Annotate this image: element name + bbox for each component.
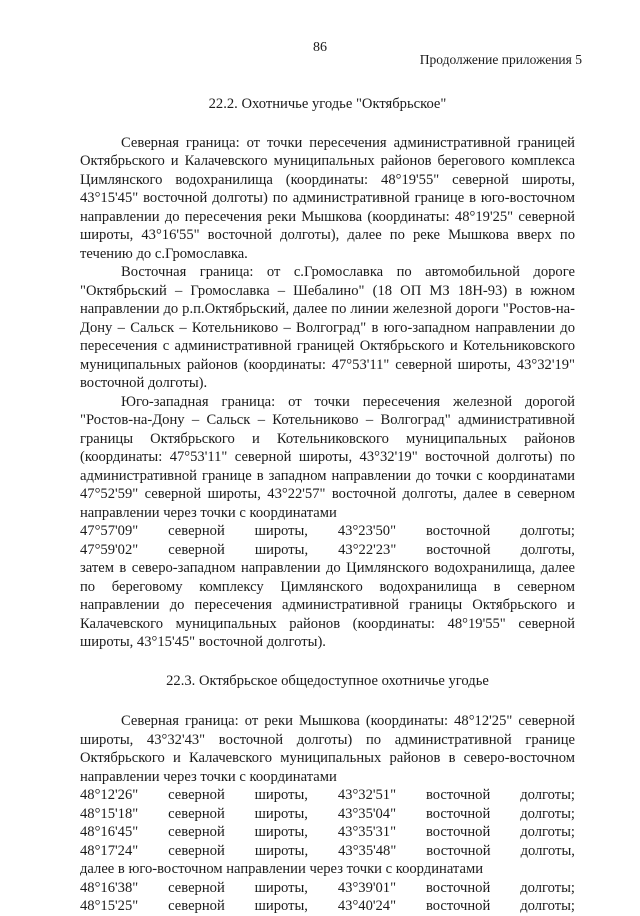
coordinate-cell: 48°16'38" <box>80 879 139 896</box>
coordinate-cell: 48°16'45" <box>80 824 139 840</box>
coordinate-cell: восточной <box>425 523 491 539</box>
coordinate-cell: восточной <box>426 842 491 859</box>
appendix-note: Продолжение приложения 5 <box>419 52 582 67</box>
coordinate-cell: 48°15'25" <box>80 898 139 914</box>
coordinate-row <box>80 805 575 824</box>
coordinate-cell: восточной <box>425 805 491 822</box>
coordinate-cell: долготы; <box>520 805 575 822</box>
coordinate-cell: северной <box>168 523 225 539</box>
coordinate-cell: восточной <box>425 879 491 896</box>
coordinate-row <box>80 522 575 541</box>
coordinate-row <box>80 842 575 861</box>
coordinate-cell: широты, <box>254 805 308 822</box>
coordinate-row <box>80 541 575 560</box>
document-body <box>80 95 575 916</box>
coordinate-cell: северной <box>168 898 225 914</box>
coordinate-cell: северной <box>168 879 225 896</box>
coordinate-cell: северной <box>168 787 225 803</box>
coordinate-cell: восточной <box>426 541 491 558</box>
coordinate-cell: северной <box>168 541 225 558</box>
coordinate-cell: восточной <box>425 824 491 840</box>
coordinate-cell: 48°12'26" <box>80 787 139 803</box>
coordinate-cell: широты, <box>254 824 308 840</box>
paragraph-public-north-border: Северная граница: от реки Мышкова (координаты: 48°12'25" северной широты, 43°32'43" восточной долготы) по административной границе Октябрьского и Калачевского муниципальных районов в северо-восточном направлении через точки с координатами <box>80 713 575 785</box>
coordinate-cell: северной <box>168 842 225 859</box>
coordinate-cell: долготы; <box>520 787 575 803</box>
coordinate-cell: долготы; <box>520 824 575 840</box>
coordinate-cell: долготы, <box>520 842 575 859</box>
coordinate-cell: широты, <box>254 523 308 539</box>
coordinate-cell: широты, <box>254 898 308 914</box>
page-number: 86 <box>313 40 327 55</box>
coordinate-row <box>80 823 575 842</box>
coordinate-cell: 48°15'18" <box>80 805 139 822</box>
coordinate-cell: северной <box>168 824 225 840</box>
coordinate-cell: северной <box>168 805 225 822</box>
coordinate-cell: 43°32'51" <box>337 787 397 803</box>
coordinate-cell: долготы; <box>520 879 575 896</box>
coordinate-cell: 48°17'24" <box>80 842 139 859</box>
coordinate-cell: широты, <box>254 842 309 859</box>
coordinate-row <box>80 786 575 805</box>
paragraph-southwest-border: Юго-западная граница: от точки пересечения железной дорогой "Ростов-на-Дону – Сальск – Котельниково – Волгоград" административной границы Октябрьского и Котельниковского муниципальных районов (координаты: 47°53'11" северной широты, 43°32'19" восточной долготы) по административной границе в западном направлении до точки с координатами 47°52'59" северной широты, 43°22'57" восточной долготы, далее в северном направлении через точки с координатами <box>80 393 575 521</box>
coordinate-cell: 47°59'02" <box>80 541 139 558</box>
paragraph-east-border: Восточная граница: от с.Громославка по автомобильной дороге "Октябрьский – Громославка – Шебалино" (18 ОП МЗ 18Н-93) в южном направлении до р.п.Октябрьский, далее по линии железной дороги "Ростов-на-Дону – Сальск – Котельниково – Волгоград" в юго-западном направлении до пересечения с административной границей Октябрьского и Котельниковского муниципальных районов (координаты: 47°53'11" северной широты, 43°32'19" восточной долготы). <box>80 264 575 391</box>
coordinate-row <box>80 897 575 916</box>
coordinate-cell: 43°22'23" <box>338 541 397 558</box>
coordinate-cell: широты, <box>254 879 308 896</box>
coordinate-row <box>80 879 575 898</box>
coordinate-list-southeast <box>80 879 575 916</box>
paragraph-north-border: Северная граница: от точки пересечения административной границей Октябрьского и Калачевского муниципальных районов берегового комплекса Цимлянского водохранилища (координаты: 48°19'55" северной широты, 43°15'45" восточной долготы) по административной границе в юго-восточном направлении до пересечения реки Мышкова (координаты: 48°19'25" северной широты, 43°16'55" восточной долготы), далее по реке Мышкова вверх по течению до с.Громославка. <box>80 134 575 262</box>
coordinate-cell: восточной <box>425 898 491 914</box>
coordinate-cell: 43°35'04" <box>337 805 397 822</box>
coordinate-cell: 43°23'50" <box>337 523 397 539</box>
coordinate-cell: восточной <box>425 787 491 803</box>
section-heading-public-area: 22.3. Октябрьское общедоступное охотничье угодье <box>166 672 489 689</box>
coordinate-list-northeast <box>80 786 575 860</box>
coordinate-cell: долготы; <box>520 898 575 914</box>
coordinate-cell: 43°35'31" <box>337 824 397 840</box>
coordinate-list-southwest <box>80 522 575 559</box>
coordinate-cell: долготы, <box>520 541 575 558</box>
paragraph-southwest-continuation: затем в северо-западном направлении до Цимлянского водохранилища, далее по береговому комплексу Цимлянского водохранилища в северном направлении до пересечения административной границы Октябрьского и Калачевского муниципальных районов (координаты: 48°19'55" северной широты, 43°15'45" восточной долготы). <box>80 560 575 650</box>
coordinate-cell: широты, <box>254 787 308 803</box>
coordinate-cell: 43°39'01" <box>337 879 397 896</box>
coordinate-cell: 43°35'48" <box>338 842 397 859</box>
paragraph-southeast-direction: далее в юго-восточном направлении через точки с координатами <box>80 861 484 877</box>
coordinate-cell: широты, <box>254 541 309 558</box>
coordinate-cell: долготы; <box>520 523 575 539</box>
coordinate-cell: 47°57'09" <box>80 523 139 539</box>
coordinate-cell: 43°40'24" <box>337 898 397 914</box>
section-heading-oktyabrskoe: 22.2. Охотничье угодье "Октябрьское" <box>208 96 447 112</box>
